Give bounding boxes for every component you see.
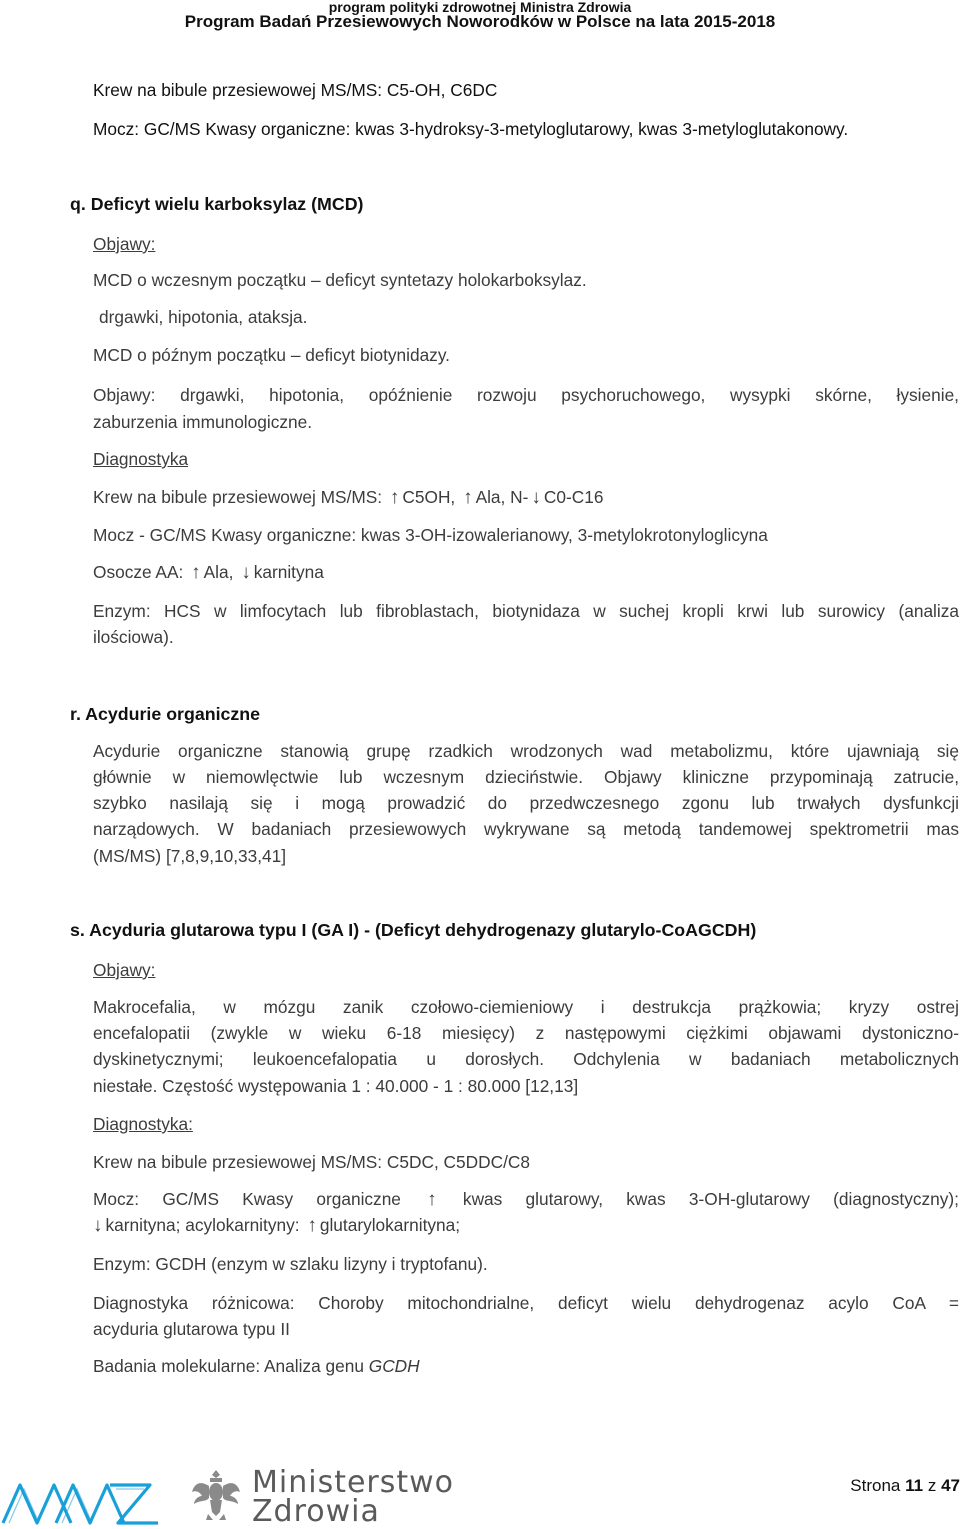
header-program-line: program polityki zdrowotnej Ministra Zdrowia (328, 0, 632, 15)
arrow-down-icon: ↓ (241, 562, 251, 583)
text: karnityna (253, 562, 324, 582)
ministry-name-line1: Ministerstwo (252, 1465, 455, 1500)
molecular-line (93, 1356, 420, 1376)
arrow-up-icon: ↑ (427, 1189, 437, 1210)
text: C5OH, (402, 487, 456, 507)
page-prefix: Strona (850, 1476, 901, 1495)
text-line: szybko nasilają się i mogą prowadzić do przedwczesnego zgonu lub trwałych dysfunkcji (93, 793, 959, 813)
page-number (850, 1476, 960, 1496)
text-line: głównie w niemowlęctwie lub wczesnym dzieciństwie. Objawy kliniczne przypominają zatrucie, (93, 767, 959, 787)
text-line: encefalopatii (zwykle w wieku 6-18 miesięcy) z następowymi ciężkimi objawami dystoniczno- (93, 1023, 959, 1043)
header-title: Program Badań Przesiewowych Noworodków w Polsce na lata 2015-2018 (184, 12, 776, 31)
ministry-name-line2: Zdrowia (252, 1494, 380, 1529)
gene-name: GCDH (368, 1356, 420, 1376)
objawy-label: Objawy: (93, 960, 156, 980)
text-line: Diagnostyka różnicowa: Choroby mitochondrialne, deficyt wielu dehydrogenaz acylo CoA = (93, 1293, 959, 1313)
diagnostyka-label: Diagnostyka (93, 449, 189, 469)
arrow-up-icon: ↑ (307, 1215, 317, 1236)
section-s-title: s. Acyduria glutarowa typu I (GA I) - (Deficyt dehydrogenazy glutarylo-CoAGCDH) (70, 920, 757, 940)
text-line: Mocz: GC/MS Kwasy organiczne: kwas 3-hydroksy-3-metyloglutarowy, kwas 3-metyloglutakonowy. (93, 119, 849, 139)
text: Mocz: GC/MS Kwasy organiczne (93, 1189, 401, 1209)
text-line: acyduria glutarowa typu II (93, 1319, 290, 1339)
text-line: Objawy: drgawki, hipotonia, opóźnienie rozwoju psychoruchowego, wysypki skórne, łysienie, (93, 385, 959, 405)
diagnostyka-label: Diagnostyka: (93, 1114, 193, 1134)
diag-line-blood (93, 487, 603, 508)
text: Krew na bibule przesiewowej MS/MS: (93, 487, 383, 507)
diag-line-plasma (93, 562, 324, 583)
diag-line-carnitine (93, 1215, 460, 1236)
text-line: Enzym: HCS w limfocytach lub fibroblastach, biotynidaza w suchej kropli krwi lub surowicy (analiza (93, 601, 959, 621)
text-line: MCD o wczesnym początku – deficyt syntetazy holokarboksylaz. (93, 270, 587, 290)
text-line: MCD o późnym początku – deficyt biotynidazy. (93, 345, 450, 365)
arrow-down-icon: ↓ (93, 1215, 103, 1236)
text-line: narządowych. W badaniach przesiewowych wykrywane są metodą tandemowej spektrometrii mas (93, 819, 959, 839)
text-line: ilościowa). (93, 627, 174, 647)
page-total: 47 (941, 1476, 960, 1495)
text-line: dyskinetycznymi; leukoencefalopatia u dorosłych. Odchylenia w badaniach metabolicznych (93, 1049, 959, 1069)
text-line: Mocz - GC/MS Kwasy organiczne: kwas 3-OH-izowalerianowy, 3-metylokrotonyloglicyna (93, 525, 768, 545)
arrow-up-icon: ↑ (463, 487, 473, 508)
arrow-down-icon: ↓ (531, 487, 541, 508)
text-line: drgawki, hipotonia, ataksja. (99, 307, 308, 327)
text: Badania molekularne: Analiza genu (93, 1356, 364, 1376)
text-line: Krew na bibule przesiewowej MS/MS: C5DC, C5DDC/C8 (93, 1152, 530, 1172)
text: Osocze AA: (93, 562, 184, 582)
eagle-emblem-icon (190, 1468, 242, 1524)
text-line: Makrocefalia, w mózgu zanik czołowo-ciemieniowy i destrukcja prążkowia; kryzy ostrej (93, 997, 959, 1017)
page-sep: z (927, 1476, 937, 1495)
text: Ala, (203, 562, 234, 582)
text-line: zaburzenia immunologiczne. (93, 412, 313, 432)
text-line: Acydurie organiczne stanowią grupę rzadkich wrodzonych wad metabolizmu, które ujawniają się (93, 741, 959, 761)
text-line: Enzym: GCDH (enzym w szlaku lizyny i tryptofanu). (93, 1254, 488, 1274)
text: karnityna; acylokarnityny: (105, 1215, 300, 1235)
page-current: 11 (905, 1476, 924, 1495)
text-line: niestałe. Częstość występowania 1 : 40.000 - 1 : 80.000 [12,13] (93, 1076, 579, 1096)
text: Ala, N- (475, 487, 529, 507)
section-q-title: q. Deficyt wielu karboksylaz (MCD) (70, 194, 364, 214)
section-r-title: r. Acydurie organiczne (70, 704, 261, 724)
ministry-name (252, 1465, 455, 1529)
arrow-up-icon: ↑ (389, 487, 400, 508)
objawy-label: Objawy: (93, 234, 156, 254)
text-line: (MS/MS) [7,8,9,10,33,41] (93, 846, 287, 866)
ministry-logo (0, 1465, 180, 1525)
text: kwas glutarowy, kwas 3-OH-glutarowy (diagnostyczny); (462, 1189, 959, 1209)
diag-line-urine (93, 1189, 959, 1210)
text: C0-C16 (543, 487, 604, 507)
text: glutarylokarnityna; (319, 1215, 461, 1235)
text-line: Krew na bibule przesiewowej MS/MS: C5-OH, C6DC (93, 80, 498, 100)
arrow-up-icon: ↑ (191, 562, 201, 583)
